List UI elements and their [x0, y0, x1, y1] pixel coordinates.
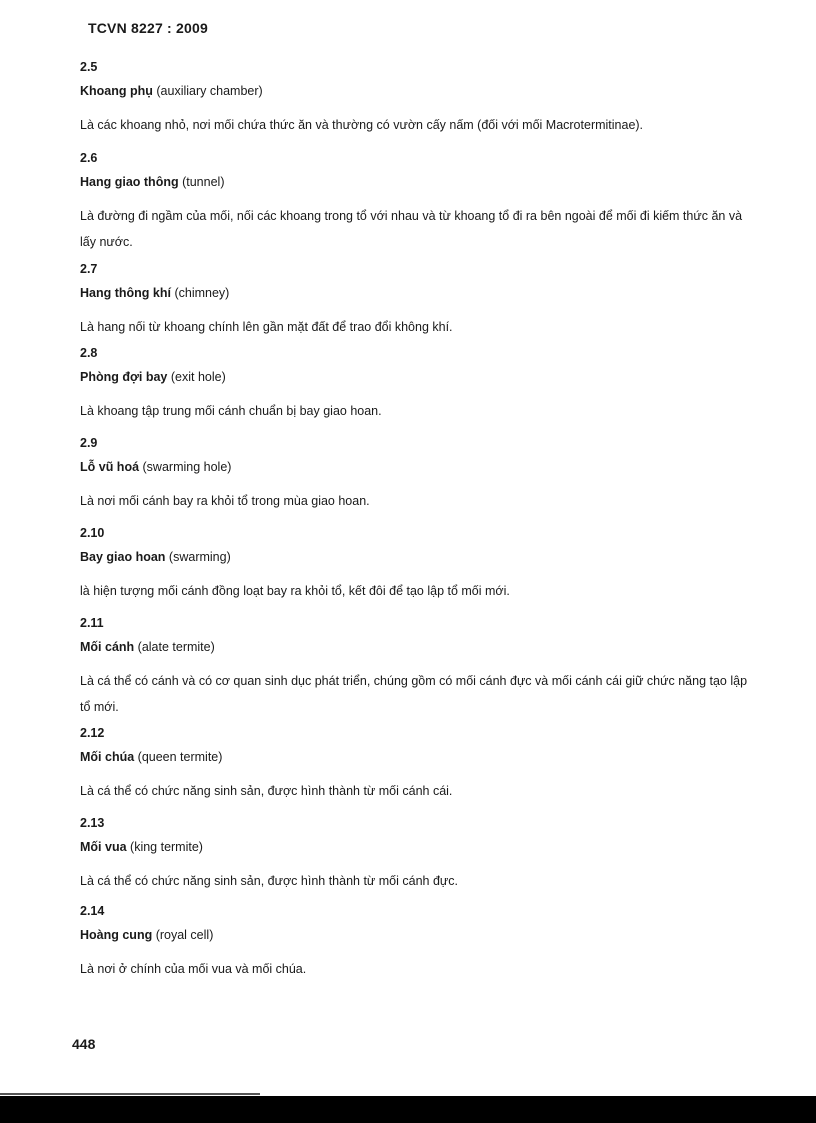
entry-number: 2.7: [80, 262, 98, 276]
entry-definition: Là các khoang nhỏ, nơi mối chứa thức ăn và thường có vườn cấy nấm (đối với mối Macrotermitinae).: [80, 118, 644, 132]
term-english: (exit hole): [170, 370, 226, 384]
entry-definition: Là cá thể có chức năng sinh sản, được hình thành từ mối cánh cái.: [80, 784, 453, 798]
page-number: 448: [72, 1036, 96, 1052]
term-english: (swarming): [168, 550, 231, 564]
term-vietnamese: Hang thông khí: [80, 286, 171, 300]
term-english: (royal cell): [155, 928, 214, 942]
entry-term: [80, 640, 215, 654]
term-vietnamese: Phòng đợi bay: [80, 370, 168, 384]
entry-term: [80, 286, 229, 300]
document-header: TCVN 8227 : 2009: [88, 20, 208, 36]
entry-definition: Là đường đi ngầm của mối, nối các khoang trong tổ với nhau và từ khoang tổ đi ra bên ngoài để mối đi kiếm thức ăn và lấy nước.: [80, 209, 743, 249]
term-vietnamese: Hang giao thông: [80, 175, 179, 189]
term-vietnamese: Khoang phụ: [80, 84, 153, 98]
entry-number: 2.14: [80, 904, 105, 918]
entry-definition: là hiện tượng mối cánh đồng loạt bay ra khỏi tổ, kết đôi để tạo lập tổ mối mới.: [80, 584, 510, 598]
entry-definition: Là nơi mối cánh bay ra khỏi tổ trong mùa giao hoan.: [80, 494, 370, 508]
entry-term: [80, 750, 222, 764]
entry-number: 2.9: [80, 436, 98, 450]
entry-definition: Là cá thể có chức năng sinh sản, được hình thành từ mối cánh đực.: [80, 874, 458, 888]
entry-term: [80, 175, 224, 189]
entry-term: [80, 840, 203, 854]
entry-definition: Là cá thể có cánh và có cơ quan sinh dục phát triển, chúng gồm có mối cánh đực và mối cánh cái giữ chức năng tạo lập tổ mới.: [80, 674, 748, 714]
entry-number: 2.8: [80, 346, 98, 360]
term-vietnamese: Mối chúa: [80, 750, 135, 764]
entry-term: [80, 928, 213, 942]
term-english: (king termite): [130, 840, 203, 854]
scan-artifact-line: [0, 1093, 260, 1095]
entry-term: [80, 370, 226, 384]
entry-definition: Là hang nối từ khoang chính lên gần mặt đất để trao đổi không khí.: [80, 320, 453, 334]
term-english: (alate termite): [137, 640, 215, 654]
entry-term: [80, 460, 231, 474]
term-english: (chimney): [174, 286, 230, 300]
entry-number: 2.10: [80, 526, 105, 540]
entry-term: [80, 84, 263, 98]
scan-border: [0, 1096, 816, 1123]
term-vietnamese: Mối vua: [80, 840, 127, 854]
entry-number: 2.12: [80, 726, 105, 740]
term-english: (auxiliary chamber): [156, 84, 263, 98]
term-vietnamese: Hoàng cung: [80, 928, 153, 942]
term-vietnamese: Bay giao hoan: [80, 550, 166, 564]
entry-definition: Là nơi ở chính của mối vua và mối chúa.: [80, 962, 307, 976]
term-english: (queen termite): [137, 750, 223, 764]
term-vietnamese: Lỗ vũ hoá: [80, 460, 140, 474]
term-vietnamese: Mối cánh: [80, 640, 135, 654]
entry-term: [80, 550, 231, 564]
entry-number: 2.13: [80, 816, 105, 830]
entry-definition: Là khoang tập trung mối cánh chuẩn bị bay giao hoan.: [80, 404, 382, 418]
entry-number: 2.5: [80, 60, 98, 74]
entry-number: 2.11: [80, 616, 104, 630]
entry-number: 2.6: [80, 151, 98, 165]
term-english: (tunnel): [182, 175, 225, 189]
term-english: (swarming hole): [142, 460, 232, 474]
